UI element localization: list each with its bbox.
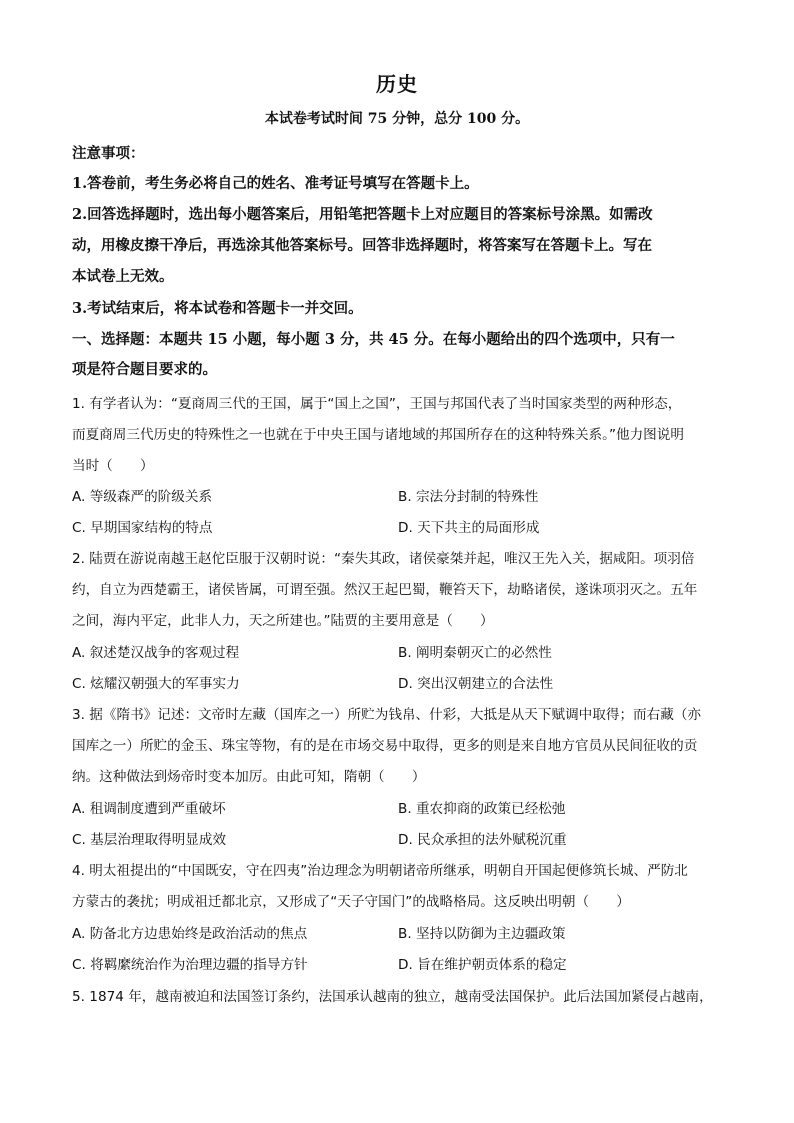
notice-item-2-line-3: 本试卷上无效。 — [72, 268, 174, 285]
question-1-option-a: A. 等级森严的阶级关系 — [72, 489, 213, 505]
question-1-line-1: 1. 有学者认为：“夏商周三代的王国，属于“国上之国”，王国与邦国代表了当时国家类型的两种形态， — [72, 396, 682, 412]
notice-item-2-line-1: 2.回答选择题时，选出每小题答案后，用铅笔把答题卡上对应题目的答案标号涂黑。如需改 — [72, 206, 653, 223]
notice-heading: 注意事项： — [72, 145, 145, 162]
section-heading-line-1: 一、选择题：本题共 15 小题，每小题 3 分，共 45 分。在每小题给出的四个选项中，只有一 — [72, 331, 675, 348]
page-title: 历史 — [376, 72, 418, 96]
question-5-line-1: 5. 1874 年，越南被迫和法国签订条约，法国承认越南的独立，越南受法国保护。此后法国加紧侵占越南， — [72, 989, 713, 1005]
question-3-option-c: C. 基层治理取得明显成效 — [72, 832, 227, 848]
question-3-line-2: 国库之一）所贮的金玉、珠宝等物，有的是在市场交易中取得，更多的则是来自地方官员从民间征收的贡 — [72, 738, 698, 754]
question-2-line-1: 2. 陆贾在游说南越王赵佗臣服于汉朝时说：“秦失其政，诸侯豪桀并起，唯汉王先入关，据咸阳。项羽倍 — [72, 551, 695, 567]
question-1-line-3: 当时（ ） — [72, 458, 154, 474]
question-2-line-3: 之间，海内平定，此非人力，天之所建也。”陆贾的主要用意是（ ） — [72, 613, 494, 629]
exam-duration-note: 本试卷考试时间 75 分钟，总分 100 分。 — [264, 111, 530, 127]
question-4-option-b: B. 坚持以防御为主边疆政策 — [398, 926, 566, 942]
question-3-option-d: D. 民众承担的法外赋税沉重 — [398, 832, 567, 848]
notice-item-2-line-2: 动，用橡皮擦干净后，再选涂其他答案标号。回答非选择题时，将答案写在答题卡上。写在 — [72, 237, 652, 254]
question-2-option-b: B. 阐明秦朝灭亡的必然性 — [398, 645, 552, 661]
question-3-option-b: B. 重农抑商的政策已经松弛 — [398, 801, 566, 817]
question-1-line-2: 而夏商周三代历史的特殊性之一也就在于中央王国与诸地域的邦国所存在的这种特殊关系。”他力图说明 — [72, 427, 684, 443]
question-2-option-d: D. 突出汉朝建立的合法性 — [398, 676, 554, 692]
question-4-line-1: 4. 明太祖提出的“中国既安，守在四夷”治边理念为明朝诸帝所继承，明朝自开国起便修筑长城、严防北 — [72, 863, 688, 879]
question-1-option-b: B. 宗法分封制的特殊性 — [398, 489, 539, 505]
section-heading-line-2: 项是符合题目要求的。 — [72, 361, 217, 378]
question-1-option-c: C. 早期国家结构的特点 — [72, 520, 213, 536]
question-4-option-a: A. 防备北方边患始终是政治活动的焦点 — [72, 926, 308, 942]
question-2-option-a: A. 叙述楚汉战争的客观过程 — [72, 645, 240, 661]
question-2-option-c: C. 炫耀汉朝强大的军事实力 — [72, 676, 240, 692]
question-3-option-a: A. 租调制度遭到严重破坏 — [72, 801, 226, 817]
question-3-line-3: 纳。这种做法到炀帝时变本加厉。由此可知，隋朝（ ） — [72, 769, 426, 785]
question-2-line-2: 约，自立为西楚霸王，诸侯皆属，可谓至强。然汉王起巴蜀，鞭笞天下，劫略诸侯，遂诛项羽灭之。五年 — [72, 582, 698, 598]
notice-item-1: 1.答卷前，考生务必将自己的姓名、准考证号填写在答题卡上。 — [72, 175, 479, 192]
question-3-line-1: 3. 据《隋书》记述：文帝时左藏（国库之一）所贮为钱帛、什彩，大抵是从天下赋调中取得；而右藏（亦 — [72, 707, 702, 723]
question-4-line-2: 方蒙古的袭扰；明成祖迁都北京，又形成了“天子守国门”的战略格局。这反映出明朝（ ） — [72, 894, 630, 910]
notice-item-3: 3.考试结束后，将本试卷和答题卡一并交回。 — [72, 300, 363, 317]
question-4-option-d: D. 旨在维护朝贡体系的稳定 — [398, 957, 567, 973]
question-1-option-d: D. 天下共主的局面形成 — [398, 520, 540, 536]
question-4-option-c: C. 将羁縻统治作为治理边疆的指导方针 — [72, 957, 308, 973]
